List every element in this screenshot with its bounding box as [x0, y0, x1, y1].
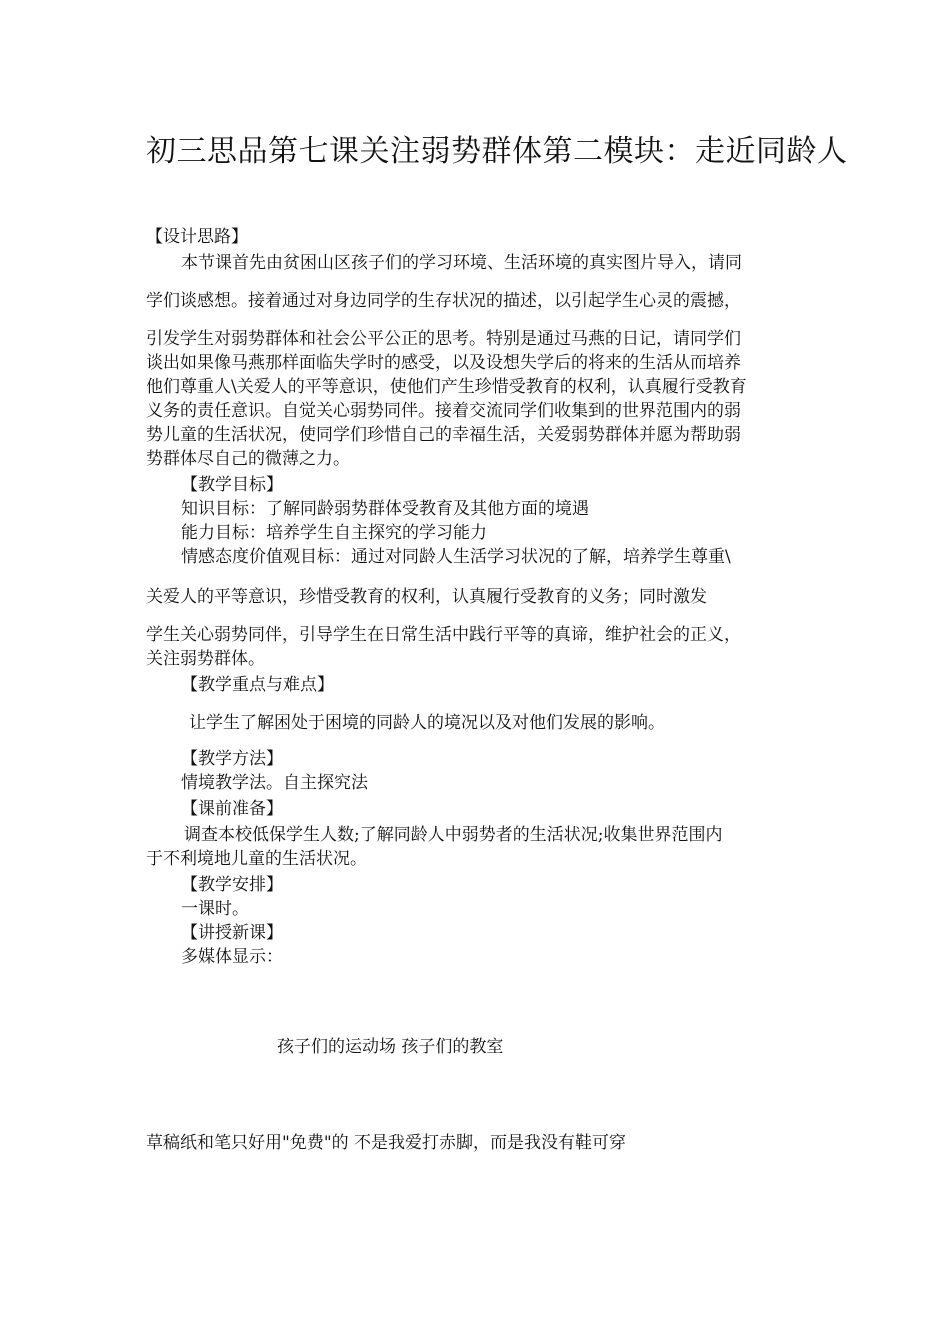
- paragraph-line: 势群体尽自己的微薄之力。: [146, 449, 350, 469]
- paragraph-line: 关注弱势群体。: [146, 649, 265, 669]
- preparation-text: 调查本校低保学生人数;了解同龄人中弱势者的生活状况;收集世界范围内: [184, 825, 723, 845]
- section-heading-schedule: 【教学安排】: [181, 875, 283, 895]
- image-caption-row-1: 孩子们的运动场 孩子们的教室: [277, 1037, 504, 1057]
- section-heading-method: 【教学方法】: [181, 749, 283, 769]
- section-heading-key-points: 【教学重点与难点】: [181, 675, 334, 695]
- paragraph-line: 本节课首先由贫困山区孩子们的学习环境、生活环境的真实图片导入，请同: [181, 253, 742, 273]
- paragraph-line: 关爱人的平等意识，珍惜受教育的权利，认真履行受教育的义务；同时激发: [146, 587, 707, 607]
- paragraph-line: 势儿童的生活状况，使同学们珍惜自己的幸福生活，关爱弱势群体并愿为帮助弱: [146, 425, 741, 445]
- schedule-text: 一课时。: [181, 899, 249, 919]
- section-heading-design: 【设计思路】: [146, 227, 248, 247]
- document-title: 初三思品第七课关注弱势群体第二模块：走近同龄人: [146, 134, 848, 169]
- goal-emotion: 情感态度价值观目标：通过对同龄人生活学习状况的了解，培养学生尊重\: [181, 547, 731, 567]
- paragraph-line: 义务的责任意识。自觉关心弱势同伴。接着交流同学们收集到的世界范围内的弱: [146, 401, 741, 421]
- image-caption-row-2: 草稿纸和笔只好用"免费"的 不是我爱打赤脚，而是我没有鞋可穿: [146, 1133, 627, 1153]
- paragraph-line: 于不利境地儿童的生活状况。: [146, 849, 367, 869]
- section-heading-goals: 【教学目标】: [181, 475, 283, 495]
- goal-ability: 能力目标：培养学生自主探究的学习能力: [181, 523, 487, 543]
- goal-knowledge: 知识目标：了解同龄弱势群体受教育及其他方面的境遇: [181, 499, 589, 519]
- multimedia-label: 多媒体显示：: [181, 947, 283, 967]
- paragraph-line: 学们谈感想。接着通过对身边同学的生存状况的描述，以引起学生心灵的震撼，: [146, 291, 741, 311]
- paragraph-line: 谈出如果像马燕那样面临失学时的感受，以及设想失学后的将来的生活从而培养: [146, 353, 741, 373]
- key-points-text: 让学生了解困处于困境的同龄人的境况以及对他们发展的影响。: [189, 713, 665, 733]
- paragraph-line: 引发学生对弱势群体和社会公平公正的思考。特别是通过马燕的日记，请同学们: [146, 329, 741, 349]
- section-heading-new-lesson: 【讲授新课】: [181, 923, 283, 943]
- section-heading-preparation: 【课前准备】: [181, 799, 283, 819]
- paragraph-line: 他们尊重人\关爱人的平等意识，使他们产生珍惜受教育的权利，认真履行受教育: [146, 377, 747, 397]
- method-text: 情境教学法。自主探究法: [181, 773, 368, 793]
- paragraph-line: 学生关心弱势同伴，引导学生在日常生活中践行平等的真谛，维护社会的正义，: [146, 625, 741, 645]
